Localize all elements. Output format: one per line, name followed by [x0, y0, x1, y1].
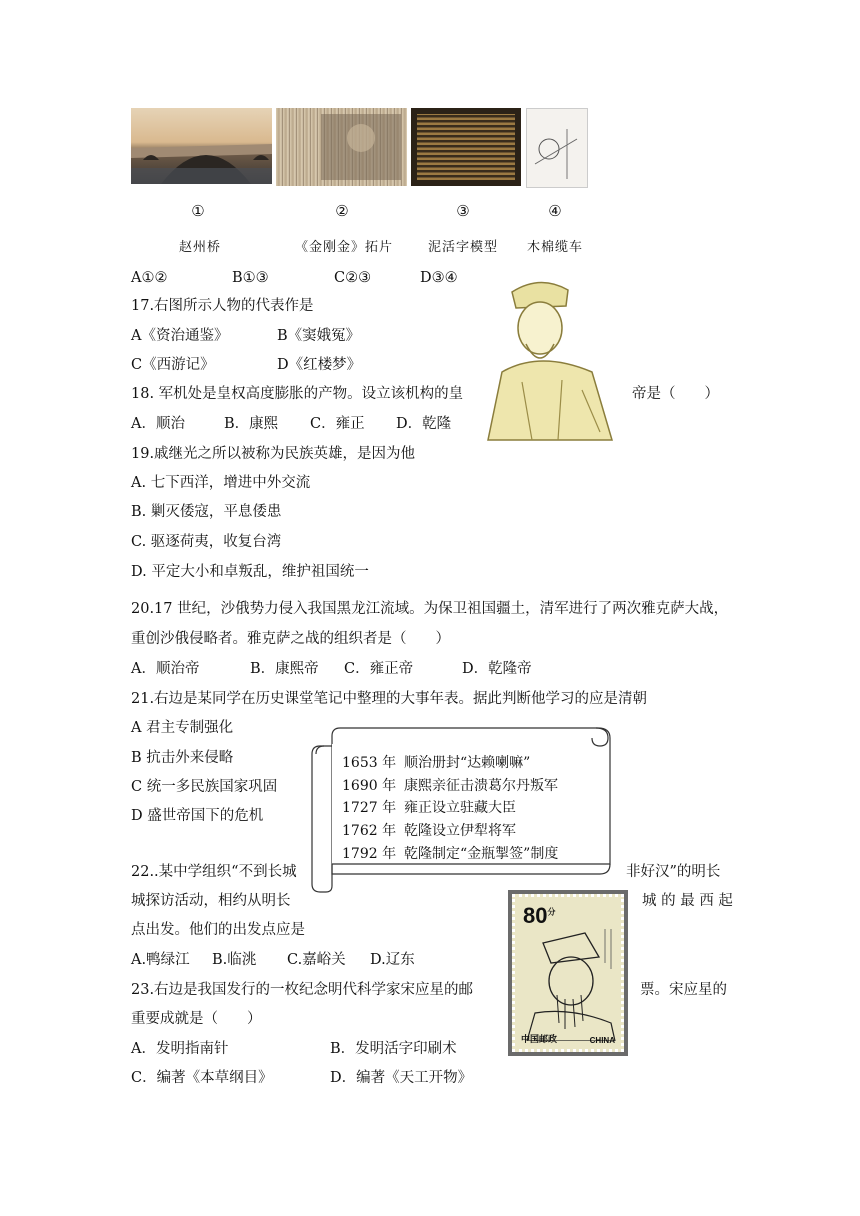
q20-option-d: D．乾隆帝 [462, 661, 532, 677]
q21-option-d: D 盛世帝国下的危机 [131, 808, 264, 824]
timeline-year: 1653 年 [342, 755, 397, 771]
stamp-value-unit: 分 [547, 907, 556, 917]
q22-line2-left: 城探访活动，相约从明长 [131, 893, 291, 909]
q23-line2: 重要成就是（ ） [131, 1011, 262, 1027]
q20-option-b: B．康熙帝 [250, 661, 319, 677]
q17-option-d: D《红楼梦》 [277, 357, 362, 373]
q20-option-c: C．雍正帝 [344, 661, 414, 677]
figure-number-1: ① [191, 202, 205, 220]
q20-stem-line1: 20.17 世纪，沙俄势力侵入我国黑龙江流域。为保卫祖国疆土，清军进行了两次雅克萨大战， [131, 601, 729, 617]
figure-caption-4: 木棉缆车 [526, 240, 583, 255]
q21-stem: 21.右边是某同学在历史课堂笔记中整理的大事年表。据此判断他学习的应是清朝 [131, 691, 648, 707]
q18-option-c: C．雍正 [310, 416, 365, 432]
timeline-year: 1792 年 [342, 846, 397, 862]
figure-caption-3: 泥活字模型 [427, 240, 498, 255]
clay-type-model-photo [411, 108, 521, 186]
timeline-row [342, 798, 516, 818]
timeline-row [342, 776, 558, 796]
timeline-row [342, 844, 558, 864]
timeline-event: 乾隆设立伊犁将军 [404, 823, 516, 839]
q22-line1-right: 非好汉”的明长 [626, 864, 721, 880]
stamp-country-cn: 中国邮政 [521, 1035, 558, 1045]
stamp-country-en: CHINA [589, 1036, 615, 1045]
figure-number-3: ③ [456, 202, 470, 220]
q17-option-c: C《西游记》 [131, 357, 215, 373]
timeline-event: 雍正设立驻藏大臣 [404, 800, 516, 816]
q16-option-b: B①③ [232, 270, 269, 286]
q19-option-a: A. 七下西洋，增进中外交流 [131, 475, 311, 491]
timeline-event: 乾隆制定“金瓶掣签”制度 [404, 846, 559, 862]
q23-option-b: B．发明活字印刷术 [330, 1041, 457, 1057]
q19-stem: 19.戚继光之所以被称为民族英雄，是因为他 [131, 446, 416, 462]
song-yingxing-stamp [508, 890, 628, 1056]
q18-option-d: D．乾隆 [396, 416, 452, 432]
q17-stem: 17.右图所示人物的代表作是 [131, 298, 314, 314]
q22-line3: 点出发。他们的出发点应是 [131, 922, 305, 938]
q18-option-a: A．顺治 [131, 416, 185, 432]
q19-option-b: B. 剿灭倭寇，平息倭患 [131, 504, 282, 520]
q23-line1-left: 23.右边是我国发行的一枚纪念明代科学家宋应星的邮 [131, 982, 474, 998]
q18-stem-left: 18. 军机处是皇权高度膨胀的产物。设立该机构的皇 [131, 386, 464, 402]
q16-option-d: D③④ [420, 270, 458, 286]
bridge-drawing [131, 108, 272, 184]
q23-option-d: D．编著《天工开物》 [330, 1070, 473, 1086]
historical-figure-portrait [482, 272, 618, 444]
q23-line1-right: 票。宋应星的 [640, 982, 727, 998]
q22-line2-right: 城 的 最 西 起 [642, 893, 733, 909]
timeline-row [342, 821, 516, 841]
timeline-event: 康熙亲征击溃葛尔丹叛军 [404, 778, 558, 794]
diamond-sutra-rubbing-photo [276, 108, 407, 186]
q21-option-b: B 抗击外来侵略 [131, 750, 234, 766]
q22-option-d: D.辽东 [370, 952, 415, 968]
q22-option-b: B.临洮 [212, 952, 257, 968]
q20-option-a: A．顺治帝 [131, 661, 200, 677]
stamp-value-number: 80 [523, 903, 548, 928]
q21-option-c: C 统一多民族国家巩固 [131, 779, 278, 795]
rubbing-drawing [276, 108, 407, 186]
stamp-face [512, 894, 624, 1052]
timeline-year: 1690 年 [342, 778, 397, 794]
q18-stem-right: 帝是（ ） [632, 386, 719, 402]
q19-option-c: C. 驱逐荷夷，收复台湾 [131, 534, 282, 550]
figure-number-4: ④ [548, 202, 562, 220]
q22-line1-left: 22..某中学组织“不到长城 [131, 864, 297, 880]
q18-option-b: B．康熙 [224, 416, 279, 432]
cotton-spinning-wheel-drawing [526, 108, 588, 188]
q19-option-d: D. 平定大小和卓叛乱，维护祖国统一 [131, 564, 369, 580]
q16-option-c: C②③ [334, 270, 372, 286]
zhaozhou-bridge-photo [131, 108, 272, 184]
q16-option-a: A①② [131, 270, 168, 286]
q17-option-b: B《窦娥冤》 [277, 328, 361, 344]
timeline-year: 1727 年 [342, 800, 397, 816]
q20-stem-line2: 重创沙俄侵略者。雅克萨之战的组织者是（ ） [131, 631, 450, 647]
q22-option-c: C.嘉峪关 [287, 952, 346, 968]
figure-number-2: ② [335, 202, 349, 220]
timeline-year: 1762 年 [342, 823, 397, 839]
q23-option-c: C．编著《本草纲目》 [131, 1070, 273, 1086]
q22-option-a: A.鸭绿江 [131, 952, 190, 968]
q21-option-a: A 君主专制强化 [131, 720, 234, 736]
q23-option-a: A．发明指南针 [131, 1041, 229, 1057]
timeline-event: 顺治册封“达赖喇嘛” [404, 755, 531, 771]
q17-option-a: A《资治通鉴》 [131, 328, 229, 344]
portrait-drawing [482, 272, 618, 444]
figure-caption-1: 赵州桥 [178, 240, 221, 255]
figure-caption-2: 《金刚金》拓片 [294, 240, 393, 255]
timeline-row [342, 753, 530, 773]
stamp-portrait [515, 923, 624, 1041]
wheel-sketch [527, 109, 587, 187]
